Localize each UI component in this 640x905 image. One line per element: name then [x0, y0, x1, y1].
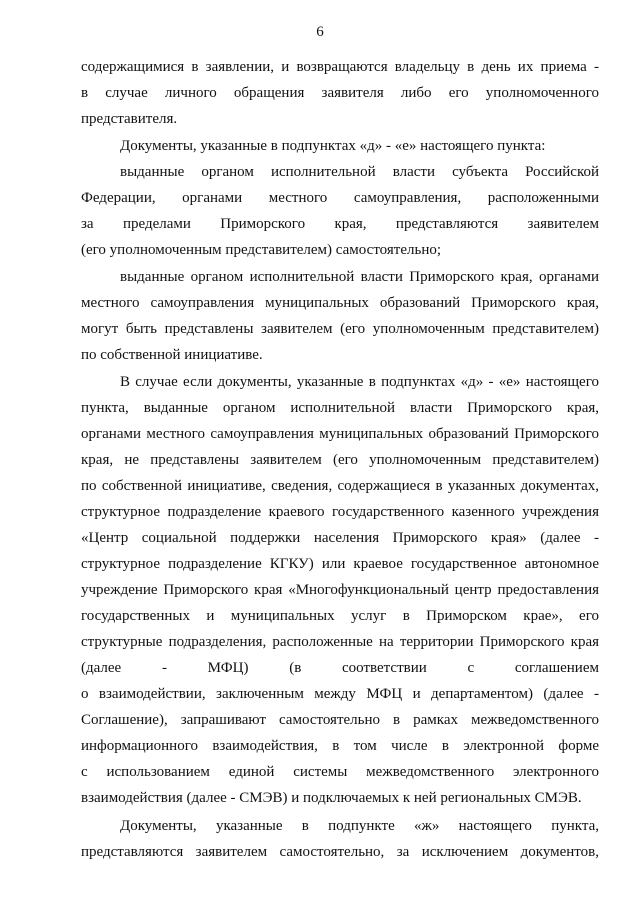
text-line: местного самоуправления муниципальных образований Приморского края,	[81, 295, 599, 311]
text-line: (далее - МФЦ) (в соответствии с соглашением	[81, 660, 599, 676]
text-line: о взаимодействии, заключенным между МФЦ и департаментом) (далее -	[81, 686, 599, 702]
text-line: с использованием единой системы межведомственного электронного	[81, 764, 599, 780]
text-line: Соглашение), запрашивают самостоятельно в рамках межведомственного	[81, 712, 599, 728]
text-line: в случае личного обращения заявителя либо его уполномоченного	[81, 85, 599, 101]
text-line: выданные органом исполнительной власти субъекта Российской	[120, 164, 599, 180]
text-line: края, не представлены заявителем (его уполномоченным представителем)	[81, 452, 599, 468]
text-line: представителя.	[81, 111, 178, 127]
text-line: содержащимися в заявлении, и возвращаются владельцу в день их приема -	[81, 59, 599, 75]
text-line: представляются заявителем самостоятельно, за исключением документов,	[81, 844, 599, 860]
text-line: учреждение Приморского края «Многофункциональный центр предоставления	[81, 582, 599, 598]
text-line: Документы, указанные в подпункте «ж» настоящего пункта,	[120, 818, 599, 834]
text-line: Документы, указанные в подпунктах «д» - «е» настоящего пункта:	[120, 138, 546, 154]
text-line: по собственной инициативе.	[81, 347, 263, 363]
text-line: государственных и муниципальных услуг в Приморском крае», его	[81, 608, 599, 624]
text-line: пункта, выданные органом исполнительной власти Приморского края,	[81, 400, 599, 416]
text-line: Федерации, органами местного самоуправления, расположенными	[81, 190, 599, 206]
text-line: В случае если документы, указанные в подпунктах «д» - «е» настоящего	[120, 374, 599, 390]
text-line: (его уполномоченным представителем) самостоятельно;	[81, 242, 442, 258]
text-line: информационного взаимодействия, в том числе в электронной форме	[81, 738, 599, 754]
text-line: «Центр социальной поддержки населения Приморского края» (далее -	[81, 530, 599, 546]
text-line: структурное подразделение краевого государственного казенного учреждения	[81, 504, 599, 520]
page-number: 6	[316, 24, 324, 40]
text-line: органами местного самоуправления муниципальных образований Приморского	[81, 426, 599, 442]
text-line: взаимодействия (далее - СМЭВ) и подключаемых к ней региональных СМЭВ.	[81, 790, 582, 806]
text-line: по собственной инициативе, сведения, содержащиеся в указанных документах,	[81, 478, 599, 494]
text-line: выданные органом исполнительной власти Приморского края, органами	[120, 269, 599, 285]
text-line: структурное подразделение КГКУ) или краевое государственное автономное	[81, 556, 599, 572]
text-line: могут быть представлены заявителем (его уполномоченным представителем)	[81, 321, 599, 337]
text-line: структурные подразделения, расположенные на территории Приморского края	[81, 634, 599, 650]
text-line: за пределами Приморского края, представляются заявителем	[81, 216, 599, 232]
